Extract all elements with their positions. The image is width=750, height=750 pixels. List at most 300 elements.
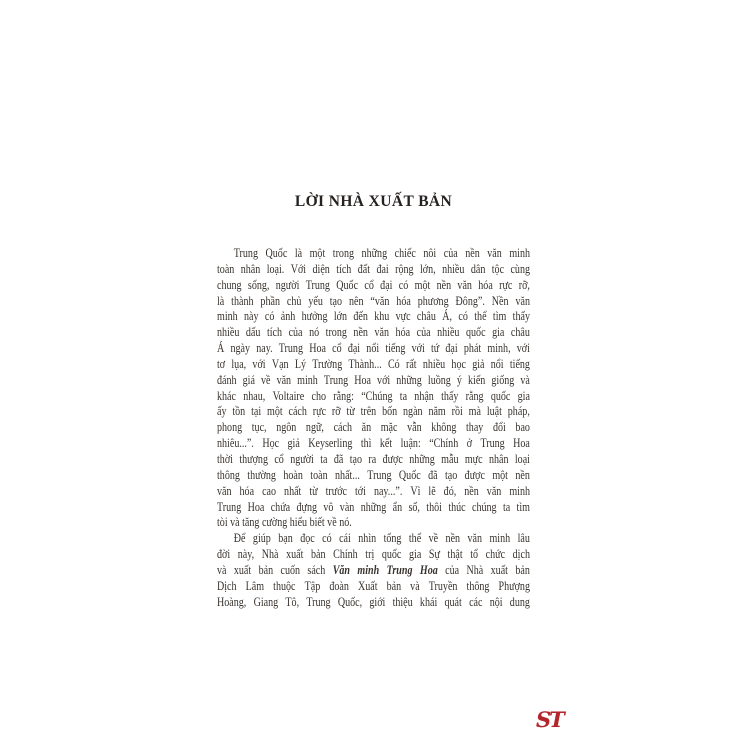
word: gia	[517, 388, 530, 403]
word: tại	[251, 404, 262, 419]
word: minh	[489, 531, 511, 546]
word: chức	[485, 547, 506, 562]
word: cổ	[274, 451, 284, 466]
word: Quốc	[265, 246, 288, 260]
word: Quốc	[398, 467, 421, 482]
word: thể	[474, 309, 487, 324]
word: minh,	[487, 341, 511, 356]
word: pháp,	[507, 404, 530, 419]
word: nền	[464, 483, 479, 498]
word: chứa	[270, 499, 291, 514]
word: tứ	[430, 341, 440, 356]
word: đai	[376, 261, 389, 276]
word: đó,	[443, 483, 457, 498]
word: nhau,	[243, 388, 266, 403]
word: rằng	[465, 388, 484, 403]
word: Trường	[312, 356, 343, 371]
word: Hoa	[354, 372, 371, 387]
word: lẽ	[428, 483, 436, 498]
word: ra	[368, 451, 377, 466]
word: Keyserling	[308, 436, 353, 451]
word: vàn	[339, 499, 355, 514]
text-line	[217, 484, 530, 500]
word: dung	[509, 594, 530, 609]
word: dấu	[245, 325, 261, 340]
word: ăn	[361, 420, 372, 435]
text-line	[217, 294, 530, 310]
word: cách	[288, 404, 307, 419]
word: nhận	[414, 388, 434, 403]
word: kiến	[468, 372, 486, 387]
word: sống,	[247, 277, 270, 292]
word: có	[398, 277, 409, 292]
word: Chính	[333, 547, 358, 562]
word: thành	[231, 293, 254, 308]
word: hưởng	[301, 309, 328, 324]
word: chiếc	[394, 246, 416, 260]
word: “Chúng	[361, 388, 393, 403]
word: thời	[217, 451, 233, 466]
word: thông	[466, 578, 490, 593]
word: và	[520, 372, 530, 387]
word: người	[290, 451, 314, 466]
word: và	[410, 578, 420, 593]
word: lâu	[517, 531, 530, 546]
word: đổi	[492, 420, 506, 435]
book-title-emphasis-word: Hoa	[419, 562, 438, 577]
word: từ	[346, 404, 355, 419]
text-segment: tòi và tăng cường hiểu biết về nó.	[217, 515, 352, 530]
word: là	[294, 246, 303, 260]
word: rỡ,	[518, 277, 530, 292]
word: tơ	[217, 356, 226, 371]
word: thấy	[512, 309, 530, 324]
text-line	[217, 309, 530, 325]
text-line	[217, 547, 530, 563]
word: Hoàng,	[217, 594, 247, 609]
word: và	[217, 562, 227, 577]
word: nhiều	[422, 356, 446, 371]
book-title-emphasis-word: Văn	[332, 562, 351, 577]
word: văn	[487, 246, 502, 260]
word: nhân	[488, 451, 509, 466]
word: phát	[463, 341, 482, 356]
word: giới	[369, 594, 386, 609]
word: rất	[405, 356, 417, 371]
word: toàn	[217, 261, 235, 276]
text-line	[217, 563, 530, 579]
word: nhân	[240, 261, 261, 276]
text-line	[217, 325, 530, 341]
word: Hoa	[513, 436, 530, 451]
word: loại	[514, 451, 530, 466]
word: vô	[323, 499, 334, 514]
word: Nền	[491, 293, 509, 308]
word: thuộc	[273, 578, 296, 593]
word: kết	[379, 436, 393, 451]
text-line	[217, 341, 530, 357]
word: tạo	[444, 467, 458, 482]
word: tích	[266, 325, 283, 340]
word: thể	[408, 531, 422, 546]
word: ngữ,	[305, 420, 324, 435]
word: ấy	[217, 404, 227, 419]
word: tới	[355, 483, 366, 498]
word: quát	[444, 594, 462, 609]
text-line	[217, 246, 530, 262]
word: minh	[509, 483, 531, 498]
word: thật	[447, 547, 463, 562]
word: với	[252, 356, 266, 371]
word: tìm	[492, 309, 507, 324]
word: của	[416, 325, 431, 340]
word: văn	[217, 483, 232, 498]
word: Nhà	[261, 547, 279, 562]
body-text	[217, 246, 530, 610]
word: Trung	[278, 341, 304, 356]
word: đọc	[300, 531, 315, 546]
word: bản	[258, 562, 274, 577]
word: minh	[509, 246, 530, 260]
word: với	[516, 341, 530, 356]
word: những	[361, 246, 388, 260]
word: nền	[515, 467, 530, 482]
word: Vạn	[271, 356, 289, 371]
word: từ	[309, 483, 318, 498]
word: nhiều	[442, 261, 465, 276]
word: hóa	[395, 325, 411, 340]
word: số,	[408, 499, 420, 514]
word: này,	[237, 547, 255, 562]
word: phong	[217, 420, 243, 435]
word: nội	[489, 594, 503, 609]
word: Quốc	[336, 277, 359, 292]
word: xuất	[233, 562, 252, 577]
word: quốc	[381, 547, 402, 562]
word: nhất...	[335, 467, 360, 482]
word: châu	[416, 309, 436, 324]
word: Sự	[428, 547, 440, 562]
word: đánh	[217, 372, 237, 387]
word: nổi	[366, 341, 380, 356]
word: thay	[466, 420, 484, 435]
word: đời	[217, 547, 231, 562]
word: tồn	[232, 404, 246, 419]
word: các	[469, 594, 483, 609]
text-line	[217, 389, 530, 405]
word: tục,	[251, 420, 267, 435]
word: Với	[290, 261, 307, 276]
word: nó	[309, 325, 320, 340]
word: văn	[457, 277, 472, 292]
word: chung	[217, 277, 242, 292]
word: nền	[465, 246, 480, 260]
word: Trung	[233, 246, 258, 260]
word: một	[309, 246, 326, 260]
word: cái	[339, 531, 351, 546]
word: luật	[486, 404, 502, 419]
word: bao	[515, 420, 530, 435]
word: nổi	[490, 356, 504, 371]
word: mực	[464, 451, 483, 466]
word: Nhà	[466, 562, 484, 577]
word: đến	[353, 309, 368, 324]
word: yếu	[308, 293, 323, 308]
word: rực	[499, 277, 513, 292]
word: tạo	[349, 451, 363, 466]
word: của	[445, 562, 460, 577]
word: nay...”.	[373, 483, 403, 498]
word: văn	[486, 483, 502, 498]
word: Á,	[442, 309, 453, 324]
word: Á	[217, 341, 225, 356]
word: có	[322, 531, 332, 546]
word: ngàn	[403, 404, 423, 419]
word: bản	[386, 578, 402, 593]
text-line	[217, 420, 530, 436]
word: thiệu	[392, 594, 413, 609]
word: đoàn	[329, 578, 349, 593]
word: giả	[472, 356, 485, 371]
word: thượng	[239, 451, 268, 466]
word: dân	[470, 261, 486, 276]
word: phần	[260, 293, 280, 308]
text-line	[217, 468, 530, 484]
word: thôi	[426, 499, 442, 514]
word: nhìn	[358, 531, 377, 546]
word: những	[409, 451, 435, 466]
word: trên	[360, 404, 377, 419]
word: trong	[332, 246, 355, 260]
word: trước	[325, 483, 348, 498]
word: thông	[217, 467, 240, 482]
word: với	[411, 341, 425, 356]
word: Trung	[480, 436, 505, 451]
word: Đông”.	[455, 293, 485, 308]
word: bạn	[278, 531, 293, 546]
word: có	[264, 309, 275, 324]
word: Trung	[323, 372, 349, 387]
word: được	[464, 467, 485, 482]
word: của	[443, 246, 458, 260]
word: được	[382, 451, 403, 466]
word: Trung	[305, 277, 330, 292]
text-line	[217, 357, 530, 373]
word: “Chính	[429, 436, 459, 451]
word: học	[451, 356, 466, 371]
word: tiếng	[385, 341, 406, 356]
word: đại	[380, 277, 393, 292]
word: ẩn	[392, 499, 403, 514]
word: đã	[333, 451, 344, 466]
word: một	[414, 277, 431, 292]
word: tộc	[491, 261, 505, 276]
book-title-emphasis-word: Trung	[386, 562, 413, 577]
word: văn	[467, 531, 483, 546]
word: Tô,	[285, 594, 300, 609]
word: là	[217, 293, 225, 308]
word: nhiều	[217, 325, 240, 340]
word: trị	[365, 547, 375, 562]
word: đại	[347, 341, 361, 356]
word: ta	[320, 451, 328, 466]
word: cùng	[510, 261, 531, 276]
word: hóa	[239, 483, 255, 498]
word: bản	[310, 547, 326, 562]
word: của	[288, 325, 303, 340]
word: ảnh	[280, 309, 296, 324]
word: khái	[419, 594, 438, 609]
word: “văn	[370, 293, 390, 308]
word: thường	[247, 467, 276, 482]
text-line	[217, 262, 530, 278]
word: toàn	[310, 467, 328, 482]
word: loại.	[266, 261, 285, 276]
word: Học	[262, 436, 280, 451]
word: giả	[287, 436, 300, 451]
word: nền	[445, 531, 461, 546]
word: xuất	[286, 547, 304, 562]
word: cao	[262, 483, 277, 498]
word: cuốn	[280, 562, 301, 577]
word: văn	[276, 372, 292, 387]
word: mà	[468, 404, 481, 419]
word: tích	[336, 261, 352, 276]
word: lớn,	[419, 261, 436, 276]
word: diện	[312, 261, 330, 276]
word: lớn	[333, 309, 347, 324]
word: thúc	[448, 499, 466, 514]
word: phương	[417, 293, 449, 308]
word: vực	[395, 309, 411, 324]
word: đã	[428, 467, 438, 482]
word: rực	[312, 404, 327, 419]
text-line	[217, 404, 530, 420]
word: văn	[374, 325, 390, 340]
word: người	[275, 277, 300, 292]
word: Voltaire	[272, 388, 305, 403]
word: châu	[510, 325, 530, 340]
word: đất	[357, 261, 371, 276]
word: Lâm	[245, 578, 265, 593]
word: ngày	[230, 341, 251, 356]
word: dịch	[512, 547, 530, 562]
word: nôi	[423, 246, 437, 260]
word: mặc	[380, 420, 398, 435]
word: giống	[491, 372, 515, 387]
word: về	[260, 372, 271, 387]
word: giúp	[252, 531, 271, 546]
word: ta	[399, 388, 408, 403]
word: một	[266, 404, 283, 419]
text-line	[217, 595, 530, 611]
word: quốc	[490, 388, 511, 403]
word: tổng	[383, 531, 402, 546]
word: Tập	[304, 578, 321, 593]
text-line	[217, 515, 530, 531]
word: một	[492, 467, 508, 482]
word: ở	[466, 436, 473, 451]
word: những	[360, 499, 387, 514]
word: Dịch	[217, 578, 237, 593]
word: luồng	[427, 372, 451, 387]
text-line	[217, 579, 530, 595]
word: ta	[502, 499, 511, 514]
word: chủ	[286, 293, 302, 308]
word: ngôn	[276, 420, 297, 435]
word: Xuất	[357, 578, 378, 593]
word: cổ	[332, 341, 342, 356]
text-line	[217, 373, 530, 389]
word: bốn	[382, 404, 398, 419]
text-line	[217, 436, 530, 452]
word: Giang	[253, 594, 279, 609]
word: giá	[242, 372, 255, 387]
word: Hoa	[247, 499, 265, 514]
word: rỡ	[331, 404, 341, 419]
word: này	[244, 309, 259, 324]
word: thì	[360, 436, 372, 451]
word: tiếng	[509, 356, 530, 371]
word: nhiêu...”.	[217, 436, 254, 451]
word: đựng	[296, 499, 318, 514]
word: Truyền	[428, 578, 458, 593]
word: Vì	[410, 483, 421, 498]
page-title: LỜI NHÀ XUẤT BẢN	[294, 193, 453, 210]
word: Trung	[217, 499, 242, 514]
word: cách	[333, 420, 352, 435]
word: gia	[492, 325, 505, 340]
word: ý	[456, 372, 462, 387]
word: khu	[374, 309, 390, 324]
word: Trung	[306, 594, 331, 609]
word: hoàn	[283, 467, 303, 482]
text-line	[217, 278, 530, 294]
word: cho	[311, 388, 327, 403]
word: lụa,	[231, 356, 247, 371]
word: nền	[436, 277, 452, 292]
word: sách	[307, 562, 326, 577]
word: nay.	[256, 341, 273, 356]
word: về	[428, 531, 439, 546]
word: rồi	[451, 404, 463, 419]
book-title-emphasis-word: minh	[357, 562, 380, 577]
word: Lý	[294, 356, 307, 371]
text-line	[217, 531, 530, 547]
word: Có	[387, 356, 400, 371]
word: Quốc,	[337, 594, 363, 609]
text-line	[217, 500, 530, 516]
word: văn	[515, 293, 530, 308]
word: khác	[217, 388, 236, 403]
word: hóa	[396, 293, 411, 308]
word: nền	[353, 325, 368, 340]
word: không	[431, 420, 457, 435]
word: mẫu	[441, 451, 459, 466]
word: Phượng	[498, 578, 530, 593]
publisher-st-logo: ST	[536, 707, 563, 732]
word: minh	[297, 372, 318, 387]
word: Hoa	[309, 341, 326, 356]
word: thấy	[441, 388, 459, 403]
word: Thành...	[348, 356, 382, 371]
word: Để	[233, 531, 246, 546]
word: Trung	[367, 467, 392, 482]
word: xuất	[490, 562, 508, 577]
word: quốc	[465, 325, 486, 340]
word: trong	[325, 325, 347, 340]
word: nhiều	[437, 325, 460, 340]
